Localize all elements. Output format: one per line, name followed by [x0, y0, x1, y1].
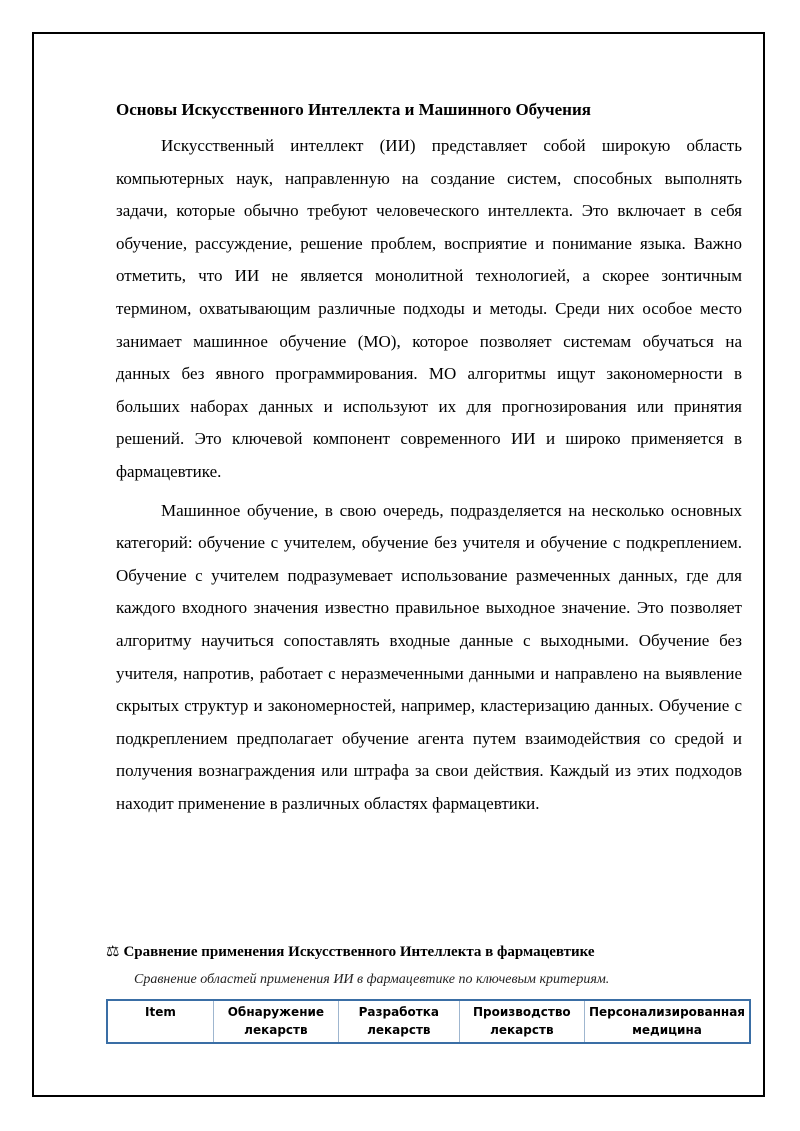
- column-header-drug-manufacturing: Производство лекарств: [459, 1000, 584, 1043]
- table-caption: Сравнение областей применения ИИ в фармацевтике по ключевым критериям.: [134, 972, 610, 987]
- document-title: Основы Искусственного Интеллекта и Машинного Обучения: [116, 100, 591, 119]
- column-header-drug-discovery: Обнаружение лекарств: [213, 1000, 338, 1043]
- column-header-personalized-medicine: Персонализированная медицина: [584, 1000, 750, 1043]
- paragraph-1: Искусственный интеллект (ИИ) представляет собой широкую область компьютерных наук, направленную на создание систем, способных выполнять задачи, которые обычно требуют человеческого интеллекта. Это включает в себя обучение, рассуждение, решение проблем, восприятие и понимание языка. Важно отметить, что ИИ не является монолитной технологией, а скорее зонтичным термином, охватывающим различные подходы и методы. Среди них особое место занимает машинное обучение (МО), которое позволяет системам обучаться на данных без явного программирования. МО алгоритмы ищут закономерности в больших наборах данных и используют их для прогнозирования или принятия решений. Это ключевой компонент современного ИИ и широко применяется в фармацевтике.: [116, 136, 742, 481]
- table-title: [106, 941, 751, 963]
- scales-icon: ⚖: [106, 944, 120, 960]
- comparison-table-block: [106, 941, 751, 1037]
- comparison-table: [106, 999, 751, 1044]
- document-body: [116, 98, 742, 826]
- table-header-row: [107, 1000, 750, 1043]
- column-header-drug-development: Разработка лекарств: [338, 1000, 459, 1043]
- paragraph-2: Машинное обучение, в свою очередь, подразделяется на несколько основных категорий: обучение с учителем, обучение без учителя и обучение с подкреплением. Обучение с учителем подразумевает использование размеченных данных, где для каждого входного значения известно правильное выходное значение. Это позволяет алгоритму научиться сопоставлять входные данные с выходными. Обучение без учителя, напротив, работает с неразмеченными данными и направлено на выявление скрытых структур и закономерностей, например, кластеризацию данных. Обучение с подкреплением предполагает обучение агента путем взаимодействия со средой и получения вознаграждения или штрафа за свои действия. Каждый из этих подходов находит применение в различных областях фармацевтики.: [116, 500, 742, 813]
- table-title-text: Сравнение применения Искусственного Интеллекта в фармацевтике: [123, 944, 595, 960]
- column-header-item: Item: [107, 1000, 213, 1043]
